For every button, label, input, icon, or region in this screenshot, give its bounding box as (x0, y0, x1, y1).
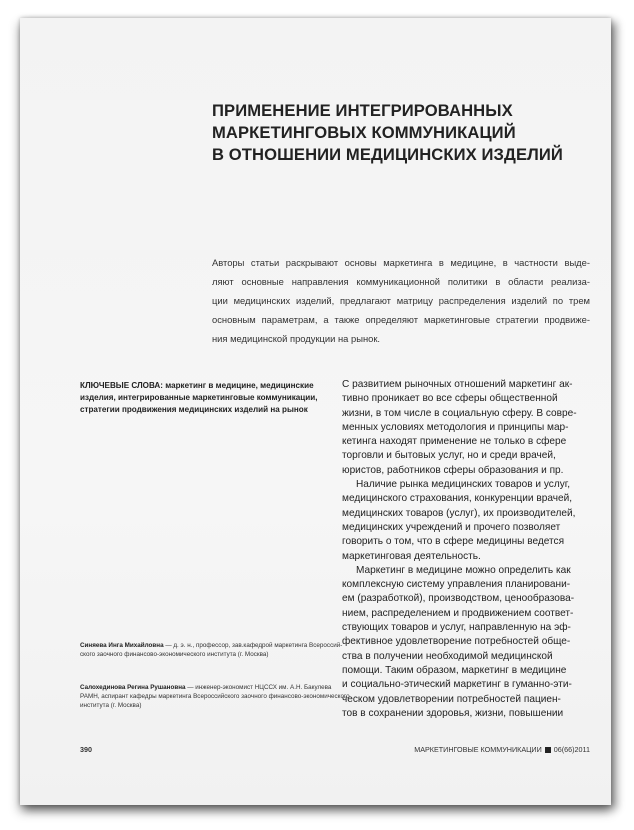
author-line: РАМН, аспирант кафедры маркетинга Всероссийского заочного финансово-экономического (80, 693, 350, 701)
article-abstract (212, 253, 590, 348)
author-affiliation: — инженер-экономист НЦССХ им. А.Н. Бакулева (185, 684, 332, 691)
keywords-line: КЛЮЧЕВЫЕ СЛОВА: маркетинг в медицине, медицинские (80, 381, 314, 390)
author-info (80, 683, 350, 711)
author-line: института (г. Москва) (80, 702, 142, 710)
author-name: Синяева Инга Михайловна (80, 642, 164, 649)
body-line: нием, распределением и продвижением соответ- (342, 607, 574, 619)
abstract-line: ляют основные направления коммуникационной политики в области реализа- (212, 276, 590, 287)
author-affiliation: — д. э. н., профессор, зав.кафедрой маркетинга Всероссий- (163, 642, 343, 649)
body-line: говорить о том, что в сфере медицины ведется (342, 536, 565, 548)
running-footer (414, 745, 590, 754)
abstract-line: Авторы статьи раскрывают основы маркетинга в медицине, в частности выде- (212, 257, 590, 268)
title-line: МАРКЕТИНГОВЫХ КОММУНИКАЦИЙ (212, 123, 516, 142)
article-body (342, 378, 590, 721)
author-line (80, 683, 340, 692)
body-line: ства в получении необходимой медицинской (342, 650, 553, 662)
body-line: фективное удовлетворение потребностей обще- (342, 636, 571, 648)
body-line: жизни, в том числе в социальную сферу. В совре- (342, 407, 577, 419)
body-line: медицинских товаров (услуг), их производителей, (342, 507, 576, 519)
body-line: маркетинговая деятельность. (342, 550, 481, 562)
body-line: тивно проникает во все сферы общественной (342, 393, 558, 405)
body-line: торговли и бытовых услуг, но и среди врачей, (342, 450, 556, 462)
title-line: ПРИМЕНЕНИЕ ИНТЕГРИРОВАННЫХ (212, 101, 513, 120)
author-line: ского заочного финансово-экономического института (г. Москва) (80, 651, 269, 659)
abstract-line: ции медицинских изделий, предлагают матрицу распределения изделий по трем (212, 295, 590, 306)
keywords-block (80, 380, 335, 416)
article-title (212, 100, 592, 166)
journal-name: МАРКЕТИНГОВЫЕ КОММУНИКАЦИИ (414, 745, 542, 754)
body-line: ем (разработкой), производством, ценообразова- (342, 593, 575, 605)
abstract-line: ния медицинской продукции на рынок. (212, 333, 381, 344)
journal-page (20, 18, 611, 805)
body-line: медицинского страхования, конкуренции врачей, (342, 493, 573, 505)
square-bullet-icon (545, 747, 551, 753)
author-name: Салохединова Регина Рушановна (80, 684, 186, 691)
body-line: Наличие рынка медицинских товаров и услуг, (356, 479, 571, 491)
body-line: Маркетинг в медицине можно определить как (356, 564, 571, 576)
body-line: ствующих товаров и услуг, направленную на эф- (342, 622, 571, 634)
issue-number: 06(66)2011 (553, 745, 590, 754)
keywords-line: стратегии продвижения медицинских изделий на рынок (80, 405, 308, 414)
body-line: юристов, работников сферы образования и пр. (342, 464, 564, 476)
body-line: С развитием рыночных отношений маркетинг ак- (342, 379, 573, 390)
body-line: тов в сохранении здоровья, жизни, повышении (342, 707, 564, 719)
body-line: медицинских учреждений и прочего позволяет (342, 521, 561, 533)
keywords-line: изделия, интегрированные маркетинговые коммуникации, (80, 393, 318, 402)
page-number: 390 (80, 745, 92, 754)
body-line: комплексную систему управления планировани- (342, 579, 571, 591)
body-line: менных условиях методология и принципы мар- (342, 421, 569, 433)
author-info (80, 641, 343, 659)
body-line: кетинга находят применение не только в сфере (342, 436, 567, 448)
title-line: В ОТНОШЕНИИ МЕДИЦИНСКИХ ИЗДЕЛИЙ (212, 145, 563, 164)
abstract-line: основным параметрам, а также определяют маркетинговые стратегии продвиже- (212, 314, 590, 325)
body-line: и социально-этический маркетинг в гуманно-эти- (342, 679, 572, 691)
body-line: ческом удовлетворении потребностей пациен- (342, 693, 561, 705)
author-line (80, 641, 343, 650)
body-line: помощи. Таким образом, маркетинг в медицине (342, 664, 567, 676)
